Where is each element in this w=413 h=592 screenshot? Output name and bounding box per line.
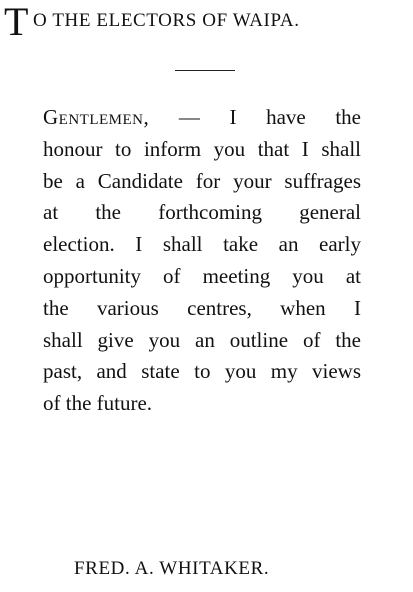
body-line-3: be a Candidate for your suffrages (43, 168, 361, 193)
salutation: Gentlemen, (43, 105, 150, 129)
signature: FRED. A. WHITAKER. (74, 558, 270, 579)
notice-body (43, 102, 361, 420)
body-line-2: honour to inform you that I shall (43, 136, 361, 161)
body-line-1 (43, 102, 361, 134)
body-line-4: at the forthcoming general (43, 200, 361, 225)
body-line-10: of the future. (43, 391, 153, 416)
body-line-6: opportunity of meeting you at (43, 263, 361, 288)
headline-dropcap: T (4, 0, 29, 44)
body-line-7: the various centres, when I (43, 295, 361, 320)
headline-text: O THE ELECTORS OF WAIPA. (33, 10, 300, 31)
body-line-9: past, and state to you my views (43, 359, 361, 384)
body-line-5: election. I shall take an early (43, 232, 361, 257)
body-line-1-text: — I have the (149, 105, 361, 129)
separator-rule (175, 70, 235, 71)
body-line-8: shall give you an outline of the (43, 327, 361, 352)
